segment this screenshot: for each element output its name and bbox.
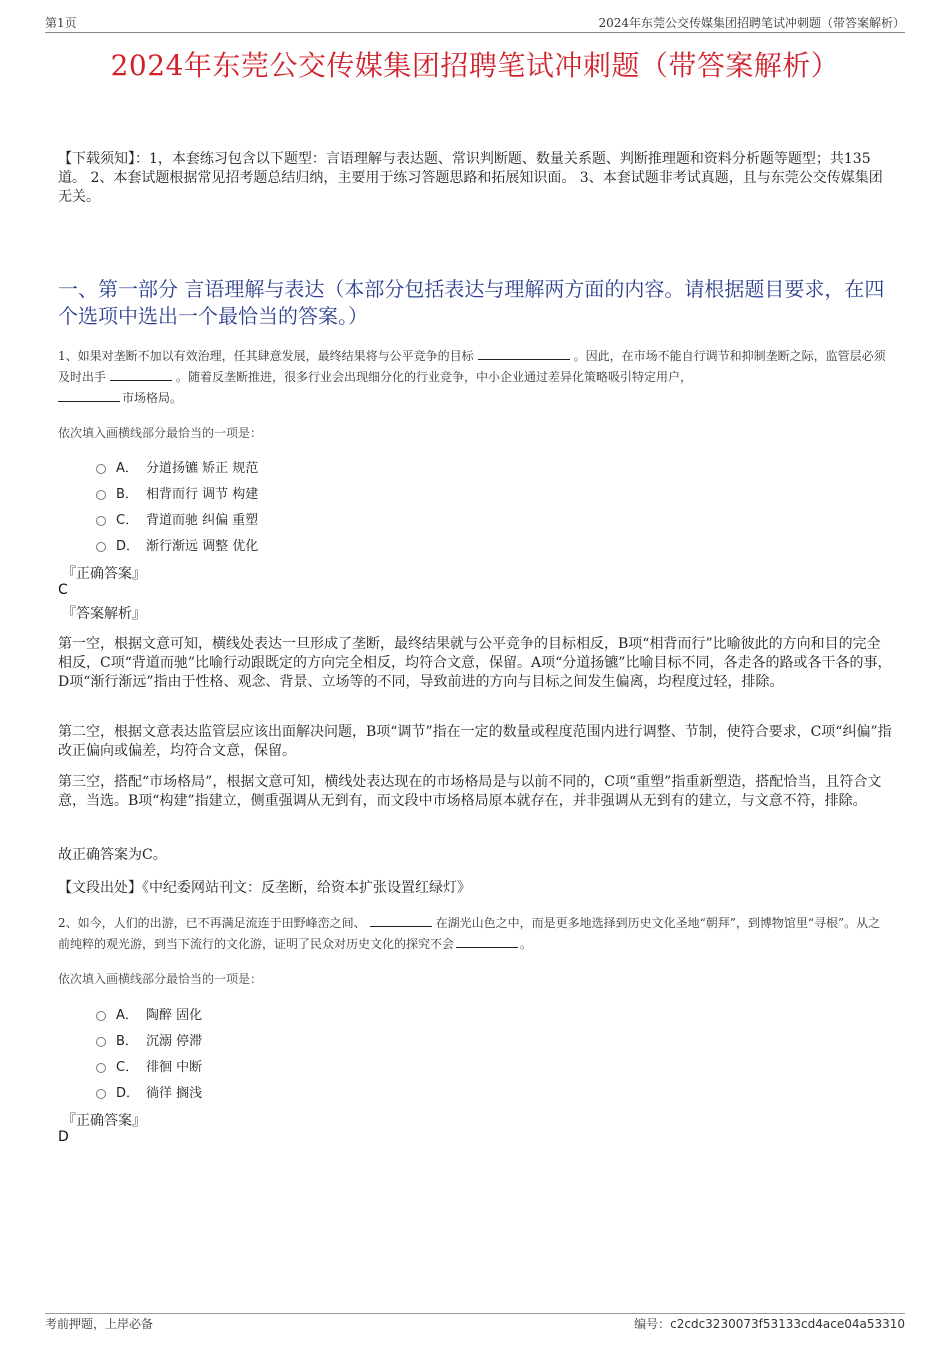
answer-blank: [456, 935, 518, 948]
radio-icon[interactable]: [96, 490, 106, 500]
document-code: 编号：c2cdc3230073f53133cd4ace04a53310: [634, 1317, 905, 1331]
stem-text: 。因此，在市场不能自行调节和抑制垄断之际，监管层必须及时出手: [58, 349, 886, 384]
radio-icon[interactable]: [96, 1011, 106, 1021]
answer-blank: [478, 347, 570, 360]
text-source: 【文段出处】《中纪委网站刊文：反垄断，给资本扩张设置红绿灯》: [58, 880, 471, 896]
radio-icon[interactable]: [96, 464, 106, 474]
analysis-label: 『答案解析』: [62, 606, 146, 622]
analysis-paragraph-1: 第一空，根据文意可知，横线处表达一旦形成了垄断，最终结果就与公平竞争的目标相反，B项“相背而行”比喻彼此的方向和目的完全相反，C项“背道而驰”比喻行动跟既定的方向完全相反，均符合文意，保留。A项“分道扬镳”比喻目标不同，各走各的路或各干各的事，D项“渐行渐远”指由于性格、观念、背景、立场等的不同，导致前进的方向与目标之间发生偏离，均程度过轻，排除。: [58, 636, 892, 690]
question-1-prompt: 依次填入画横线部分最恰当的一项是：: [58, 426, 263, 440]
footer-divider: [45, 1313, 905, 1314]
answer-blank: [110, 368, 172, 381]
stem-text: 。: [520, 937, 533, 951]
question-2-stem: [58, 913, 890, 955]
stem-text: 2、如今，人们的出游，已不再满足流连于田野峰峦之间、: [58, 916, 366, 930]
document-title: 2024年东莞公交传媒集团招聘笔试冲刺题（带答案解析）: [110, 49, 840, 82]
section-heading: 一、第一部分 言语理解与表达（本部分包括表达与理解两方面的内容。请根据题目要求，在四个选项中选出一个最恰当的答案。）: [58, 277, 885, 328]
radio-icon[interactable]: [96, 1089, 106, 1099]
question-1-option-b[interactable]: B． 相背而行 调节 构建: [96, 483, 258, 501]
stem-text: 。随着反垄断推进，很多行业会出现细分化的行业竞争，中小企业通过差异化策略吸引特定用户，: [176, 370, 693, 384]
radio-icon[interactable]: [96, 1037, 106, 1047]
footer-slogan: 考前押题，上岸必备: [45, 1317, 154, 1331]
question-1-option-d[interactable]: D． 渐行渐远 调整 优化: [96, 535, 258, 553]
header-divider: [45, 32, 905, 33]
radio-icon[interactable]: [96, 542, 106, 552]
analysis-conclusion: 故正确答案为C。: [58, 847, 167, 863]
stem-text: 1、如果对垄断不加以有效治理，任其肆意发展，最终结果将与公平竞争的目标: [58, 349, 474, 363]
radio-icon[interactable]: [96, 1063, 106, 1073]
question-2-prompt: 依次填入画横线部分最恰当的一项是：: [58, 972, 263, 986]
question-1-option-a[interactable]: A． 分道扬镳 矫正 规范: [96, 457, 258, 475]
analysis-paragraph-2: 第二空，根据文意表达监管层应该出面解决问题，B项“调节”指在一定的数量或程度范围内进行调整、节制，使符合要求，C项“纠偏”指改正偏向或偏差，均符合文意，保留。: [58, 724, 892, 759]
question-2-option-b[interactable]: B． 沉溺 停滞: [96, 1030, 202, 1048]
radio-icon[interactable]: [96, 516, 106, 526]
answer-blank: [370, 914, 432, 927]
analysis-paragraph-3: 第三空，搭配“市场格局”，根据文意可知，横线处表达现在的市场格局是与以前不同的，C项“重塑”指重新塑造，搭配恰当，且符合文意，当选。B项“构建”指建立，侧重强调从无到有，而文段中市场格局原本就存在，并非强调从无到有的建立，与文意不符，排除。: [58, 774, 882, 809]
answer-blank: [58, 389, 120, 402]
question-2-option-a[interactable]: A． 陶醉 固化: [96, 1004, 202, 1022]
correct-answer-label: 『正确答案』: [62, 566, 146, 582]
question-1-stem: [58, 346, 890, 409]
question-1-option-c[interactable]: C． 背道而驰 纠偏 重塑: [96, 509, 258, 527]
correct-answer-label: 『正确答案』: [62, 1113, 146, 1129]
correct-answer: D: [58, 1129, 69, 1145]
question-2-option-c[interactable]: C． 徘徊 中断: [96, 1056, 202, 1074]
download-notice: 【下载须知】：1，本套练习包含以下题型：言语理解与表达题、常识判断题、数量关系题、判断推理题和资料分析题等题型；共135道。 2、本套试题根据常见招考题总结归纳，主要用于练习答题思路和拓展知识面。 3、本套试题非考试真题，且与东莞公交传媒集团无关。: [58, 151, 883, 205]
stem-text: 在湖光山色之中，而是更多地选择到历史文化圣地“朝拜”，到博物馆里“寻根”。从之前纯粹的观光游，到当下流行的文化游，证明了民众对历史文化的探究不会: [58, 916, 881, 951]
header-doc-title: 2024年东莞公交传媒集团招聘笔试冲刺题（带答案解析）: [598, 16, 905, 30]
question-2-option-d[interactable]: D． 徜徉 搁浅: [96, 1082, 202, 1100]
stem-text: 市场格局。: [122, 391, 183, 405]
page-number: 第1页: [45, 16, 77, 30]
correct-answer: C: [58, 582, 68, 598]
